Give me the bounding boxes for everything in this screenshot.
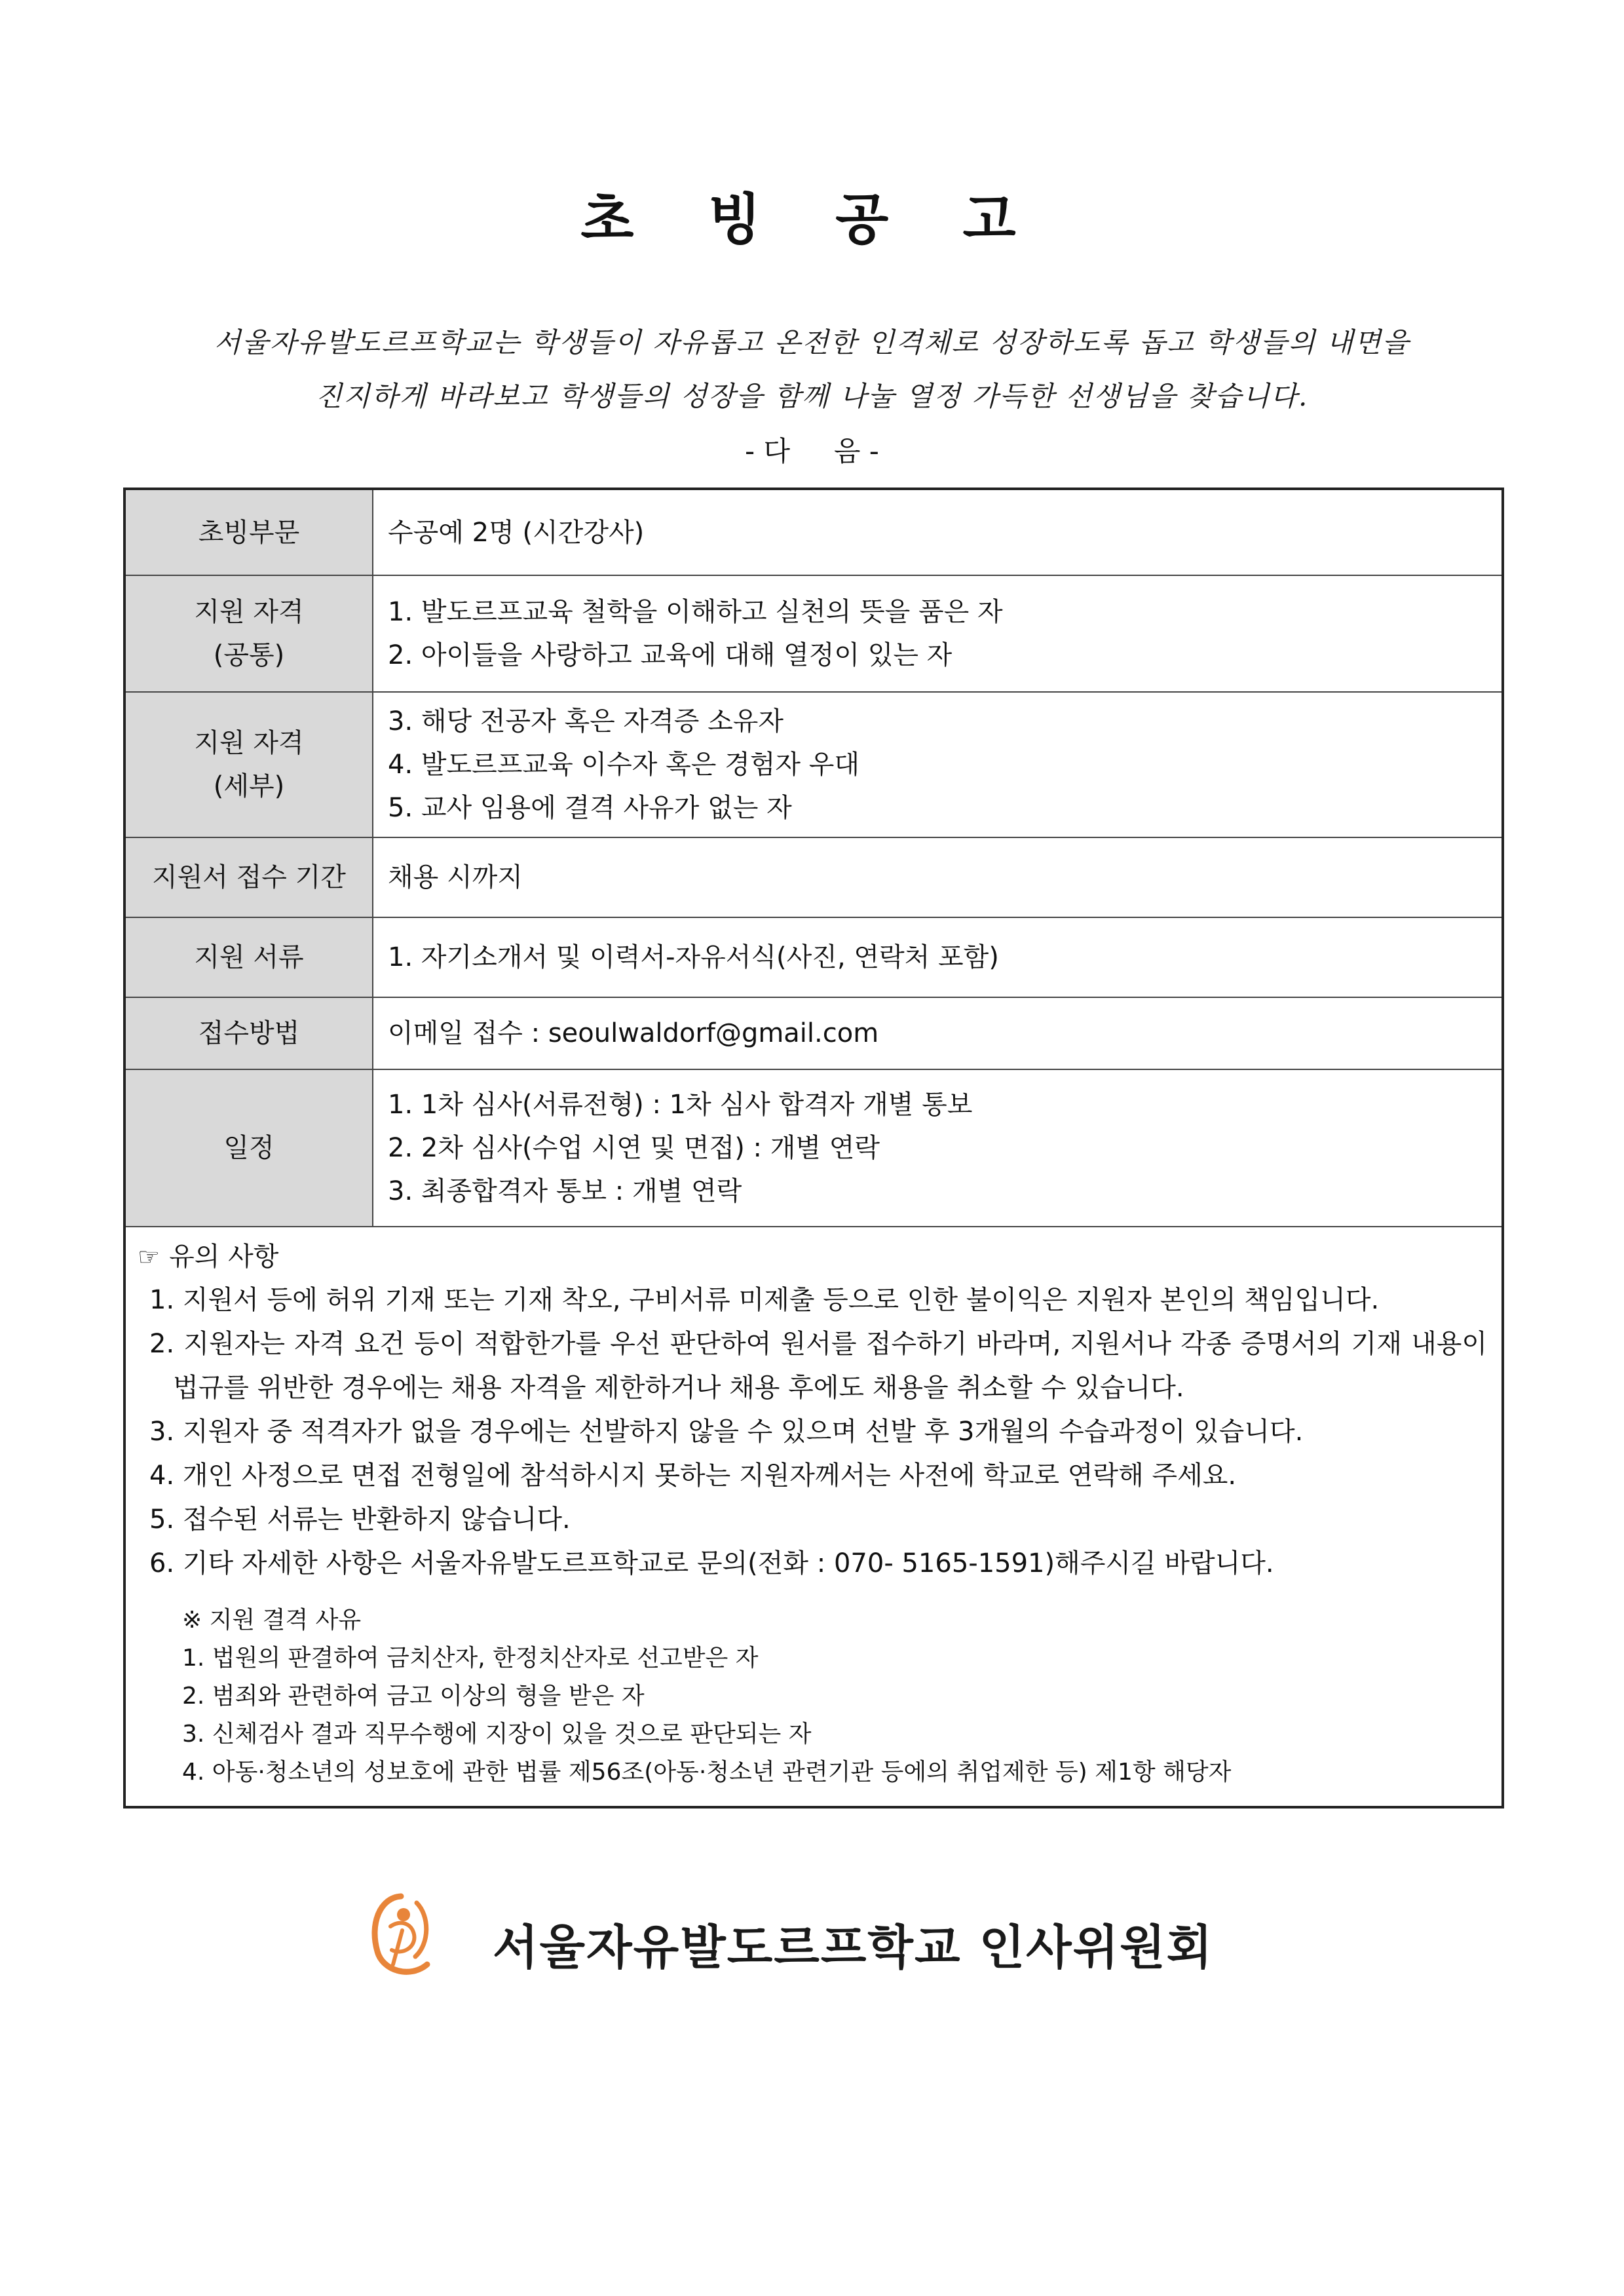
table-row — [124, 837, 1503, 917]
row-value: 2. 2차 심사(수업 시연 및 면접) : 개별 연락 — [388, 1133, 880, 1163]
row-label-detail-qualification — [124, 692, 373, 837]
row-label-documents — [124, 917, 373, 997]
page-title: 초 빙 공 고 — [580, 187, 1044, 252]
list-item: 2. 지원자는 자격 요건 등이 적합한가를 우선 판단하여 원서를 접수하기 바라며, 지원서나 각종 증명서의 기재 내용이 법규를 위반한 경우에는 채용 자격을 제한하거나 채용 후에도 채용을 취소할 수 있습니다. — [149, 1329, 1487, 1403]
row-label: 지원 자격 — [194, 728, 304, 758]
table-row — [124, 692, 1503, 837]
list-item: 5. 접수된 서류는 반환하지 않습니다. — [149, 1504, 571, 1535]
row-label: 접수방법 — [198, 1018, 300, 1048]
table-row — [124, 489, 1503, 575]
row-label: 지원서 접수 기간 — [152, 862, 346, 892]
row-value: 채용 시까지 — [388, 862, 523, 892]
disqualification-title: ※ 지원 결격 사유 — [182, 1607, 362, 1634]
row-label-application-period — [124, 837, 373, 917]
list-item: 4. 개인 사정으로 면접 전형일에 참석하시지 못하는 지원자께서는 사전에 학교로 연락해 주세요. — [149, 1461, 1237, 1491]
row-value: 4. 발도르프교육 이수자 혹은 경험자 우대 — [388, 750, 859, 780]
row-label: 지원 자격 — [194, 597, 304, 627]
notes-section — [124, 1227, 1503, 1807]
row-label-schedule — [124, 1069, 373, 1227]
intro-line-1: 서울자유발도르프학교는 학생들이 자유롭고 온전한 인격체로 성장하도록 돕고 학생들의 내면을 — [214, 326, 1410, 358]
table-row — [124, 1069, 1503, 1227]
row-label: 지원 서류 — [194, 942, 304, 972]
row-value: 2. 아이들을 사랑하고 교육에 대해 열정이 있는 자 — [388, 640, 953, 670]
row-value-detail-qualification — [373, 692, 1503, 837]
table-row — [124, 917, 1503, 997]
notes-list — [138, 1278, 1487, 1586]
list-item: 3. 신체검사 결과 직무수행에 지장이 있을 것으로 판단되는 자 — [182, 1721, 812, 1748]
recruitment-table — [123, 488, 1504, 1808]
notes-row — [124, 1227, 1503, 1807]
row-value: 5. 교사 임용에 결격 사유가 없는 자 — [388, 793, 792, 823]
notes-title: 유의 사항 — [169, 1242, 279, 1272]
list-item: 3. 지원자 중 적격자가 없을 경우에는 선발하지 않을 수 있으며 선발 후 3개월의 수습과정이 있습니다. — [149, 1417, 1304, 1447]
table-row — [124, 575, 1503, 692]
pointing-hand-icon: ☞ — [138, 1242, 161, 1271]
row-value: 1. 1차 심사(서류전형) : 1차 심사 합격자 개별 통보 — [388, 1090, 973, 1120]
table-row — [124, 997, 1503, 1069]
row-value-field — [373, 489, 1503, 575]
row-value: 3. 해당 전공자 혹은 자격증 소유자 — [388, 706, 784, 737]
subheading: - 다 음 - — [745, 435, 879, 467]
row-value-application-period — [373, 837, 1503, 917]
school-logo-icon — [362, 1887, 440, 1985]
row-label-field — [124, 489, 373, 575]
row-value-documents — [373, 917, 1503, 997]
row-value-schedule — [373, 1069, 1503, 1227]
row-label-common-qualification — [124, 575, 373, 692]
row-value: 1. 자기소개서 및 이력서-자유서식(사진, 연락처 포함) — [388, 942, 999, 972]
disqualification-section — [138, 1601, 1487, 1791]
row-value-submission-method — [373, 997, 1503, 1069]
row-label: 초빙부문 — [198, 517, 300, 548]
list-item: 2. 범죄와 관련하여 금고 이상의 형을 받은 자 — [182, 1683, 645, 1710]
row-label-sub: (세부) — [213, 771, 285, 801]
row-value: 3. 최종합격자 통보 : 개별 연락 — [388, 1176, 742, 1206]
row-label: 일정 — [223, 1133, 274, 1163]
row-label-sub: (공통) — [213, 640, 285, 670]
organization-name: 서울자유발도르프학교 인사위원회 — [493, 1920, 1214, 1975]
row-value: 수공예 2명 (시간강사) — [388, 517, 645, 548]
list-item: 4. 아동·청소년의 성보호에 관한 법률 제56조(아동·청소년 관련기관 등에의 취업제한 등) 제1항 해당자 — [182, 1759, 1232, 1786]
list-item: 6. 기타 자세한 사항은 서울자유발도르프학교로 문의(전화 : 070- 5165-1591)해주시길 바랍니다. — [149, 1548, 1274, 1578]
list-item: 1. 법원의 판결하여 금치산자, 한정치산자로 선고받은 자 — [182, 1645, 759, 1672]
row-label-submission-method — [124, 997, 373, 1069]
intro-line-2: 진지하게 바라보고 학생들의 성장을 함께 나눌 열정 가득한 선생님을 찾습니다. — [315, 380, 1309, 412]
row-value-common-qualification — [373, 575, 1503, 692]
email-text: 이메일 접수 : seoulwaldorf@gmail.com — [388, 1018, 879, 1048]
notes-heading — [138, 1235, 1487, 1278]
row-value: 1. 발도르프교육 철학을 이해하고 실천의 뜻을 품은 자 — [388, 597, 1003, 627]
list-item: 1. 지원서 등에 허위 기재 또는 기재 착오, 구비서류 미제출 등으로 인한 불이익은 지원자 본인의 책임입니다. — [149, 1285, 1380, 1315]
